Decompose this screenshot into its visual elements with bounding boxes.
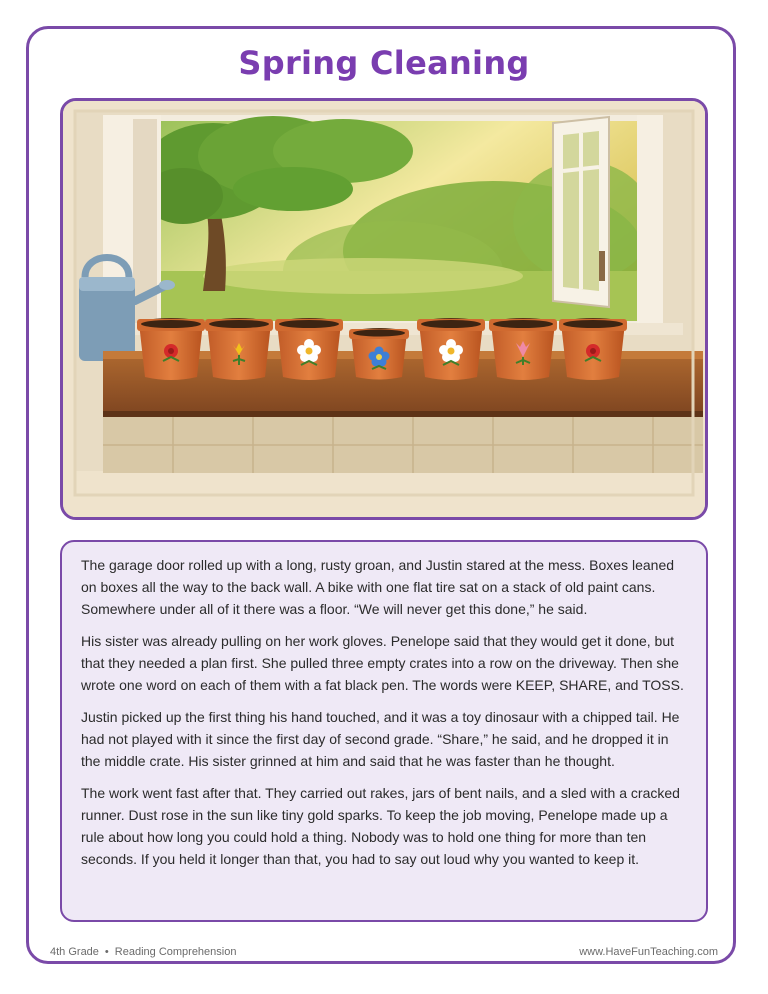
- illustration-frame: [60, 98, 708, 520]
- story-paragraph-4: The work went fast after that. They carried out rakes, jars of bent nails, and a sled with a cracked runner. Dust rose in the sun like tiny gold sparks. To keep the job moving, Penelope made up a rule about how long you could hold a thing. Nobody was to hold one thing for more than ten seconds. If you held it longer than that, you had to say out loud why you wanted to keep it.: [81, 785, 680, 867]
- story-text-box: [60, 540, 708, 922]
- window-icon: [553, 117, 609, 307]
- story-paragraph-3: Justin picked up the first thing his hand touched, and it was a toy dinosaur with a chipped tail. He had not played with it since the first day of second grade. “Share,” he said, and he dropped it in the middle crate. His sister grinned at him and said that he was faster than he thought.: [81, 709, 680, 769]
- footer-grade-subject: [50, 946, 236, 958]
- footer-grade: 4th Grade: [50, 946, 99, 958]
- footer-subject: Reading Comprehension: [114, 946, 237, 958]
- story-paragraph-2: His sister was already pulling on her work gloves. Penelope said that they would get it done, but that they needed a plan first. She pulled three empty crates into a row on the driveway. Then she wrote one word on each of them with a fat black pen. The words were KEEP, SHARE, and TOSS.: [81, 633, 684, 693]
- illustration-windowsill-pots: [63, 101, 705, 517]
- footer-separator: •: [104, 946, 109, 958]
- story-paragraph-1: The garage door rolled up with a long, rusty groan, and Justin stared at the mess. Boxes leaned on boxes all the way to the back wall. A bike with one flat tire sat on a stack of old paint cans. Somewhere under all of it there was a floor. “We will never get this done,” he said.: [81, 557, 675, 617]
- page-title: Spring Cleaning: [238, 44, 530, 82]
- footer-website[interactable]: www.HaveFunTeaching.com: [579, 946, 718, 958]
